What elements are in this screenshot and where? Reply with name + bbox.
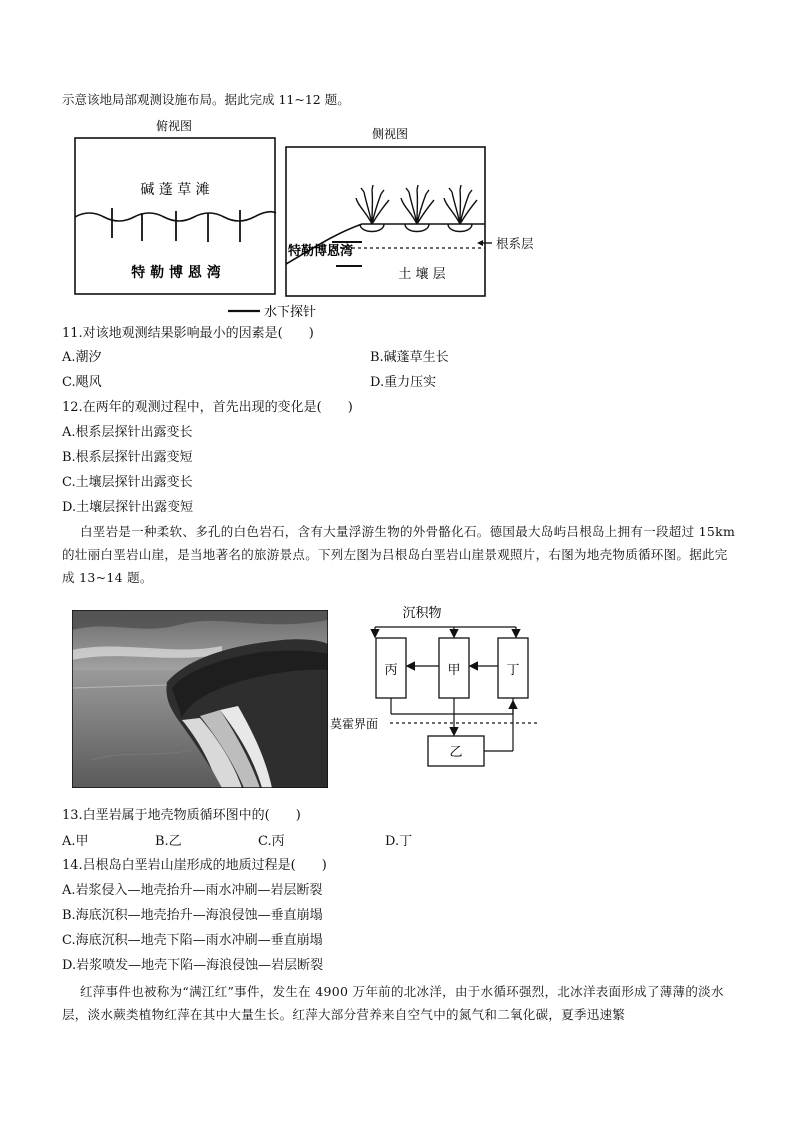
q12-option-a[interactable]: A.根系层探针出露变长: [62, 425, 193, 440]
side-view-frame: [286, 147, 485, 296]
q11-option-d[interactable]: D.重力压实: [370, 375, 437, 390]
q11-stem: 11.对该地观测结果影响最小的因素是( ): [62, 326, 314, 341]
box-jia-label: 甲: [447, 663, 461, 678]
side-view-bay-label: 特勒博恩湾: [288, 244, 354, 259]
box-bing-label: 丙: [384, 663, 398, 678]
top-view-title: 俯视图: [155, 119, 193, 133]
top-view-marsh-label: 碱 蓬 草 滩: [140, 182, 210, 198]
q12-stem: 12.在两年的观测过程中，首先出现的变化是( ): [62, 400, 353, 415]
q14-stem: 14.吕根岛白垩岩山崖形成的地质过程是( ): [62, 858, 327, 873]
q13-option-a[interactable]: A.甲: [62, 834, 89, 849]
chalk-cliff-photo: [72, 610, 328, 788]
side-view-root-label: 根系层: [496, 236, 534, 251]
box-ding-label: 丁: [506, 663, 520, 678]
probe-legend-label: 水下探针: [264, 305, 317, 320]
observation-layout-figure: [72, 114, 492, 324]
passage-azolla-text: 红萍事件也被称为“满江红”事件，发生在 4900 万年前的北冰洋，由于水循环强烈，北冰洋表面形成了薄薄的淡水层，淡水蕨类植物红萍在其中大量生长。红萍大部分营养来自空气中的氮气和二氧化碳，夏季迅速繁: [62, 984, 724, 1022]
q13-stem: 13.白垩岩属于地壳物质循环图中的( ): [62, 808, 301, 823]
rock-cycle-diagram: [330, 602, 550, 772]
q13-option-c[interactable]: C.丙: [258, 834, 285, 849]
q13-option-b[interactable]: B.乙: [155, 834, 182, 849]
q12-option-d[interactable]: D.土壤层探针出露变短: [62, 500, 194, 515]
q12-option-b[interactable]: B.根系层探针出露变短: [62, 450, 193, 465]
passage-azolla: [62, 980, 738, 1026]
q13-option-d[interactable]: D.丁: [385, 834, 413, 849]
side-view-soil-label: 土 壤 层: [398, 267, 446, 282]
box-yi-label: 乙: [449, 745, 463, 760]
probe-markers-top: [112, 208, 240, 242]
q14-option-d[interactable]: D.岩浆喷发—地壳下陷—海浪侵蚀—岩层断裂: [62, 958, 324, 973]
q12-option-c[interactable]: C.土壤层探针出露变长: [62, 475, 193, 490]
sediment-label: 沉积物: [402, 606, 442, 621]
top-view-bay-label: 特 勒 博 恩 湾: [131, 265, 221, 281]
intro-line: 示意该地局部观测设施布局。据此完成 11~12 题。: [62, 92, 350, 107]
q11-option-b[interactable]: B.碱蓬草生长: [370, 350, 449, 365]
q14-option-c[interactable]: C.海底沉积—地壳下陷—雨水冲刷—垂直崩塌: [62, 933, 323, 948]
q14-option-a[interactable]: A.岩浆侵入—地壳抬升—雨水冲刷—岩层断裂: [62, 883, 323, 898]
passage-chalk: [62, 520, 738, 589]
q14-option-b[interactable]: B.海底沉积—地壳抬升—海浪侵蚀—垂直崩塌: [62, 908, 323, 923]
q11-option-a[interactable]: A.潮汐: [62, 350, 102, 365]
moho-label: 莫霍界面: [330, 717, 379, 731]
q11-option-c[interactable]: C.飓风: [62, 375, 102, 390]
passage-chalk-text: 白垩岩是一种柔软、多孔的白色岩石，含有大量浮游生物的外骨骼化石。德国最大岛屿吕根岛上拥有一段超过 15km 的壮丽白垩岩山崖，是当地著名的旅游景点。下列左图为吕根岛白垩岩山崖景观照片，右图为地壳物质循环图。据此完成 13~14 题。: [62, 524, 736, 585]
side-view-title: 侧视图: [371, 127, 409, 141]
